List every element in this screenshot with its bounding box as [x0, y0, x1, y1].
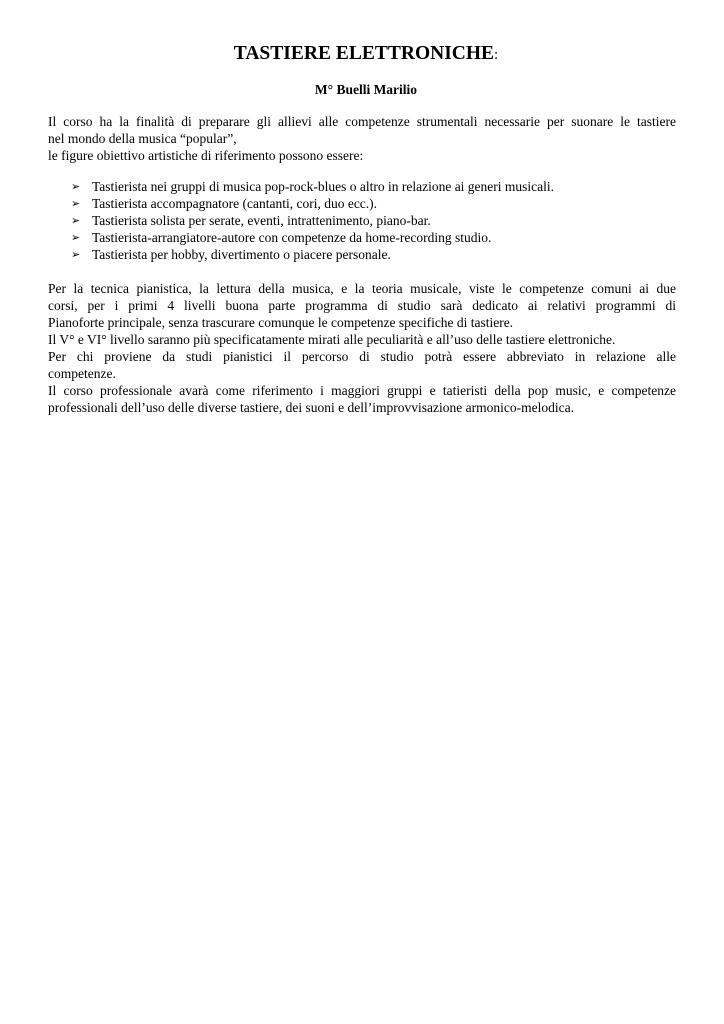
document-page	[48, 40, 676, 416]
paragraph-line: Per la tecnica pianistica, la lettura della musica, e la teoria musicale, viste le competenze comuni ai due	[48, 281, 676, 296]
levels-paragraph	[48, 331, 676, 348]
role-list-item	[71, 195, 676, 212]
intro-line: le figure obiettivo artistiche di riferimento possono essere:	[48, 148, 364, 163]
body-text	[48, 280, 676, 416]
paragraph-line: professionali dell’uso delle diverse tastiere, dei suoni e dell’improvvisazione armonico-melodica.	[48, 400, 574, 415]
role-list-item	[71, 229, 676, 246]
role-list-item	[71, 212, 676, 229]
paragraph-line: Pianoforte principale, senza trascurare comunque le competenze specifiche di tastiere.	[48, 315, 514, 330]
role-list-item	[71, 246, 676, 263]
role-text: Tastierista-arrangiatore-autore con competenze da home-recording studio.	[92, 230, 492, 245]
role-text: Tastierista nei gruppi di musica pop-rock-blues o altro in relazione ai generi musicali.	[92, 179, 555, 194]
role-list-item	[71, 178, 676, 195]
paragraph-line: Il corso professionale avarà come riferimento i maggiori gruppi e tatieristi della pop music, e competenze	[48, 383, 676, 398]
title-colon: :	[494, 47, 499, 63]
arrowhead-bullet-icon: ➢	[71, 214, 81, 227]
intro-line: nel mondo della musica “popular”,	[48, 131, 237, 146]
paragraph-line: corsi, per i primi 4 livelli buona parte programma di studio sarà dedicato ai relativi programmi di	[48, 298, 676, 313]
arrowhead-bullet-icon: ➢	[71, 248, 81, 261]
document-title	[48, 40, 676, 69]
role-text: Tastierista solista per serate, eventi, intrattenimento, piano-bar.	[92, 213, 431, 228]
title-text: TASTIERE ELETTRONICHE	[233, 43, 495, 64]
technique-paragraph	[48, 280, 676, 331]
arrowhead-bullet-icon: ➢	[71, 180, 81, 193]
professional-course-paragraph	[48, 382, 676, 416]
paragraph-line: Il V° e VI° livello saranno più specificatamente mirati alle peculiarità e all’uso delle tastiere elettroniche.	[48, 332, 616, 347]
paragraph-line: Per chi proviene da studi pianistici il percorso di studio potrà essere abbreviato in relazione alle	[48, 349, 676, 364]
intro-paragraph	[48, 113, 676, 164]
pianists-paragraph	[48, 348, 676, 382]
arrowhead-bullet-icon: ➢	[71, 231, 81, 244]
intro-line: Il corso ha la finalità di preparare gli allievi alle competenze strumentali necessarie per suonare le tastiere	[48, 114, 676, 129]
role-text: Tastierista accompagnatore (cantanti, cori, duo ecc.).	[92, 196, 378, 211]
arrowhead-bullet-icon: ➢	[71, 197, 81, 210]
author-name: M° Buelli Marilio	[314, 82, 418, 97]
paragraph-line: competenze.	[48, 366, 116, 381]
role-text: Tastierista per hobby, divertimento o piacere personale.	[92, 247, 391, 262]
role-list	[48, 178, 676, 263]
